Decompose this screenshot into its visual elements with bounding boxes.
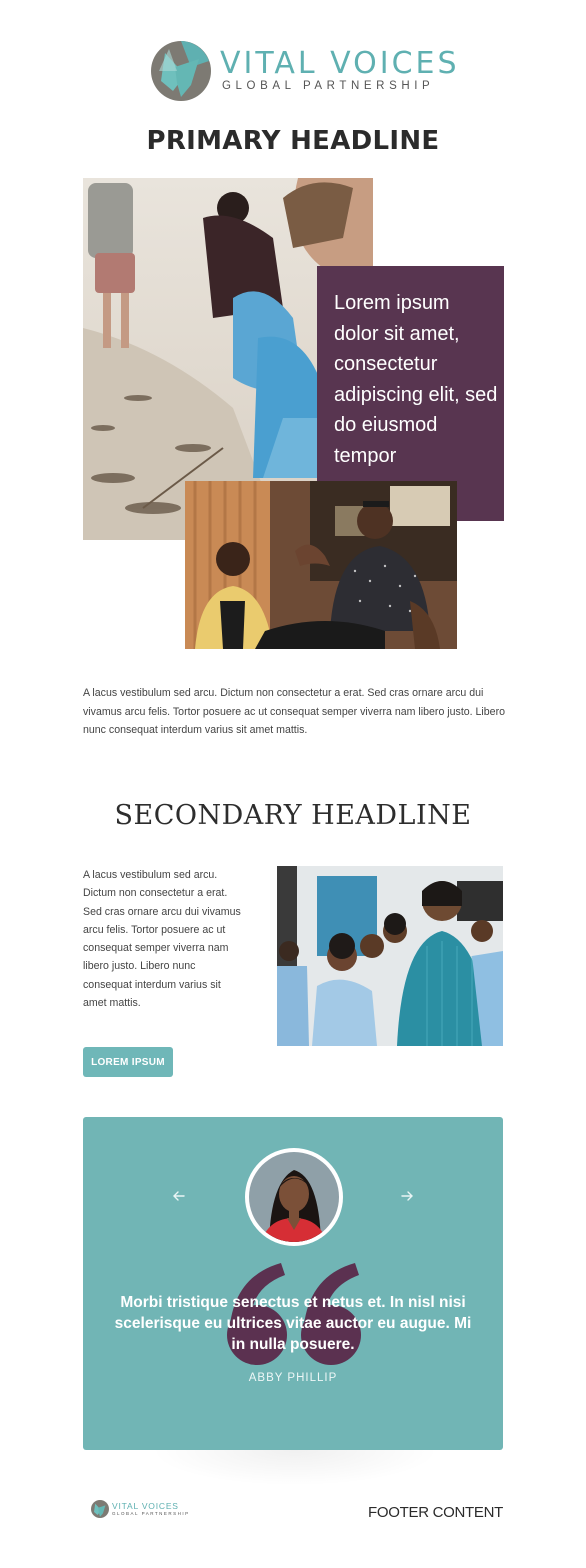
secondary-body-text: A lacus vestibulum sed arcu. Dictum non consectetur a erat. Sed cras ornare arcu dui vivamus arcu felis. Tortor posuere ac ut consequat semper viverra nam libero justo. Libero nunc consequat interdum varius sit amet mattis. xyxy=(83,869,241,1010)
arrow-left-icon[interactable] xyxy=(167,1184,191,1208)
hero-body-text: A lacus vestibulum sed arcu. Dictum non consectetur a erat. Sed cras ornare arcu dui vivamus arcu felis. Tortor posuere ac ut consequat semper viverra nam libero justo. Libero nunc consequat interdum varius sit amet mattis. xyxy=(83,687,505,737)
logo-icon xyxy=(151,41,211,101)
footer-logo-icon xyxy=(91,1500,109,1518)
meeting-photo xyxy=(185,481,457,649)
primary-headline: PRIMARY HEADLINE xyxy=(146,126,440,156)
testimonial-author: ABBY PHILLIP xyxy=(248,1372,338,1384)
avatar xyxy=(249,1152,339,1242)
arrow-right-icon[interactable] xyxy=(395,1184,419,1208)
secondary-headline: SECONDARY HEADLINE xyxy=(114,800,472,831)
callout-text: Lorem ipsum dolor sit amet, consectetur adipiscing elit, sed do eiusmod tempor xyxy=(334,292,498,467)
logo-title: VITAL VOICES xyxy=(220,46,460,81)
footer-logo-subtitle: GLOBAL PARTNERSHIP xyxy=(112,1511,190,1516)
lorem-ipsum-button[interactable]: LOREM IPSUM xyxy=(83,1047,173,1077)
logo-subtitle: GLOBAL PARTNERSHIP xyxy=(222,80,435,92)
testimonial-quote: Morbi tristique senectus et netus et. In nisl nisi scelerisque eu ultrices vitae auctor eu augue. Mi in nulla posuere. xyxy=(114,1294,472,1353)
footer-content: FOOTER CONTENT xyxy=(368,1504,503,1521)
children-photo xyxy=(277,866,503,1046)
footer-logo-title: VITAL VOICES xyxy=(112,1501,179,1511)
testimonial-card xyxy=(83,1117,503,1450)
card-shadow xyxy=(150,1450,440,1486)
